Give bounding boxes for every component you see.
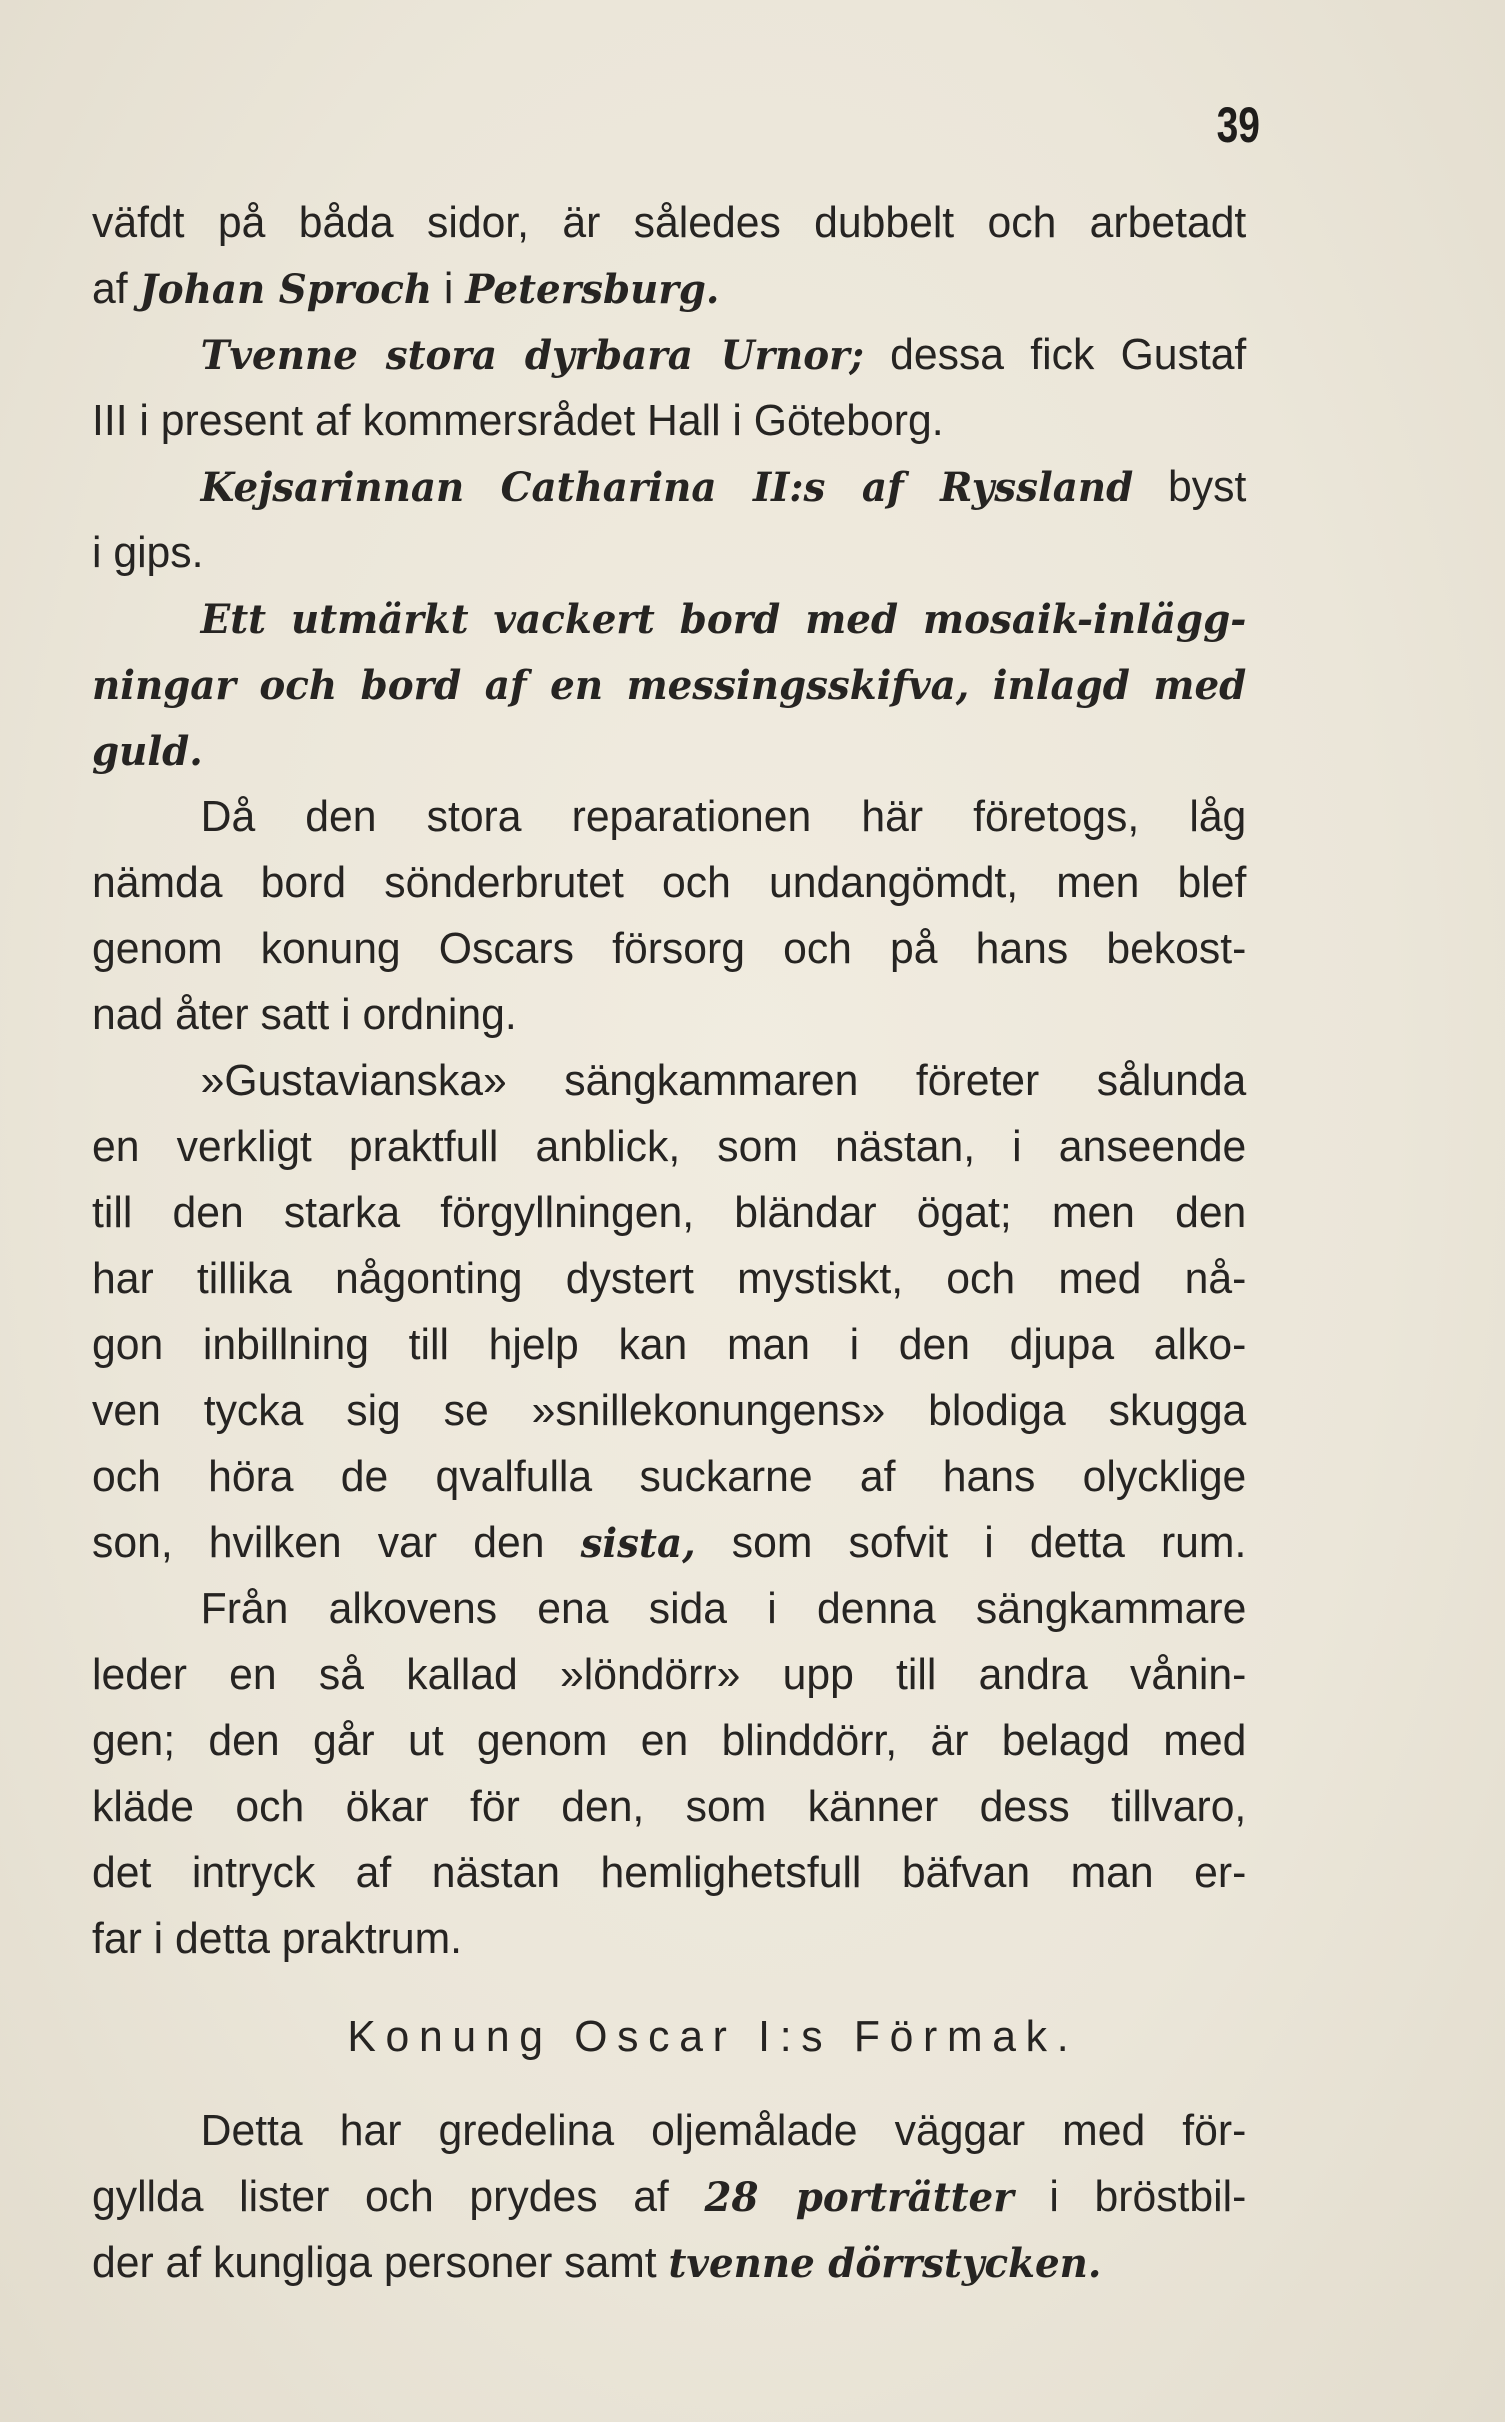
text-run: kläde och ökar för den, som känner dess tillvaro, bbox=[92, 1782, 1247, 1831]
text-run: Från alkovens ena sida i denna sängkammare bbox=[200, 1584, 1247, 1633]
text-run: och höra de qvalfulla suckarne af hans olycklige bbox=[92, 1452, 1247, 1501]
italic-text: guld. bbox=[92, 728, 203, 775]
italic-text: Petersburg. bbox=[465, 266, 720, 313]
text-line bbox=[92, 388, 1246, 454]
text-line bbox=[92, 1708, 1246, 1774]
text-line bbox=[92, 1840, 1246, 1906]
text-line bbox=[92, 1312, 1246, 1378]
text-run: far i detta praktrum. bbox=[92, 1914, 463, 1963]
text-run: i bbox=[432, 264, 466, 313]
text-run: nämda bord sönderbrutet och undangömdt, men blef bbox=[92, 858, 1247, 907]
text-run: gen; den går ut genom en blinddörr, är belagd med bbox=[92, 1716, 1247, 1765]
italic-text: sista, bbox=[580, 1520, 696, 1567]
text-run: dessa fick Gustaf bbox=[863, 330, 1247, 379]
text-line bbox=[92, 1180, 1246, 1246]
text-line bbox=[92, 652, 1246, 718]
text-run: till den starka förgyllningen, bländar ögat; men den bbox=[92, 1188, 1247, 1237]
text-line bbox=[92, 2164, 1246, 2230]
text-run: son, hvilken var den bbox=[92, 1518, 581, 1567]
text-run: nad åter satt i ordning. bbox=[92, 990, 517, 1039]
text-line bbox=[92, 1642, 1246, 1708]
text-run: i gips. bbox=[92, 528, 204, 577]
italic-text: ningar och bord af en messingsskifva, inlagd med bbox=[92, 662, 1247, 709]
text-run: genom konung Oscars försorg och på hans bekost- bbox=[92, 924, 1247, 973]
italic-text: tvenne dörrstycken. bbox=[668, 2240, 1102, 2287]
italic-text: Kejsarinnan Catharina II:s af Ryssland bbox=[200, 464, 1134, 511]
text-run: har tillika någonting dystert mystiskt, och med nå- bbox=[92, 1254, 1247, 1303]
text-line bbox=[92, 1114, 1246, 1180]
page-number: 39 bbox=[1216, 97, 1260, 153]
text-line bbox=[92, 1576, 1246, 1642]
paragraphs-after-heading bbox=[92, 2098, 1282, 2296]
italic-text: Ett utmärkt vackert bord med mosaik-inlägg- bbox=[200, 596, 1247, 643]
text-run: det intryck af nästan hemlighetsfull bäfvan man er- bbox=[92, 1848, 1247, 1897]
text-run: en verkligt praktfull anblick, som nästan, i anseende bbox=[92, 1122, 1247, 1171]
text-line bbox=[92, 784, 1246, 850]
text-run: gyllda lister och prydes af bbox=[92, 2172, 705, 2221]
text-line bbox=[92, 718, 1246, 784]
body-text bbox=[92, 190, 1282, 2296]
text-line bbox=[92, 982, 1246, 1048]
text-run: III i present af kommersrådet Hall i Göteborg. bbox=[92, 396, 944, 445]
text-run: som sofvit i detta rum. bbox=[695, 1518, 1247, 1567]
italic-text: Johan Sproch bbox=[139, 266, 433, 313]
text-run: Då den stora reparationen här företogs, låg bbox=[200, 792, 1247, 841]
text-line bbox=[92, 916, 1246, 982]
text-line bbox=[92, 520, 1246, 586]
text-line bbox=[92, 2230, 1246, 2296]
text-line bbox=[92, 586, 1246, 652]
paragraphs-before-heading bbox=[92, 190, 1282, 1972]
text-run: af bbox=[92, 264, 140, 313]
text-run: ven tycka sig se »snillekonungens» blodiga skugga bbox=[92, 1386, 1247, 1435]
text-run: i bröstbil- bbox=[1013, 2172, 1247, 2221]
text-line bbox=[92, 1048, 1246, 1114]
text-line bbox=[92, 1378, 1246, 1444]
text-run: »Gustavianska» sängkammaren företer sålunda bbox=[200, 1056, 1247, 1105]
text-run: leder en så kallad »löndörr» upp till andra vånin- bbox=[92, 1650, 1247, 1699]
text-line bbox=[92, 1246, 1246, 1312]
text-line bbox=[92, 1510, 1246, 1576]
text-line bbox=[92, 1774, 1246, 1840]
text-line bbox=[92, 1906, 1246, 1972]
text-line bbox=[92, 2098, 1246, 2164]
section-heading: Konung Oscar I:s Förmak. bbox=[347, 2012, 1079, 2061]
italic-text: 28 porträtter bbox=[704, 2174, 1014, 2221]
text-line bbox=[92, 454, 1246, 520]
italic-text: Tvenne stora dyrbara Urnor; bbox=[200, 332, 864, 379]
text-run: byst bbox=[1133, 462, 1247, 511]
text-line bbox=[92, 850, 1246, 916]
text-line bbox=[92, 322, 1246, 388]
text-run: väfdt på båda sidor, är således dubbelt och arbetadt bbox=[92, 198, 1247, 247]
text-run: der af kungliga personer samt bbox=[92, 2238, 669, 2287]
text-run: Detta har gredelina oljemålade väggar med för- bbox=[200, 2106, 1247, 2155]
text-line bbox=[92, 256, 1246, 322]
text-line bbox=[92, 190, 1246, 256]
text-line bbox=[92, 1444, 1246, 1510]
text-run: gon inbillning till hjelp kan man i den djupa alko- bbox=[92, 1320, 1247, 1369]
